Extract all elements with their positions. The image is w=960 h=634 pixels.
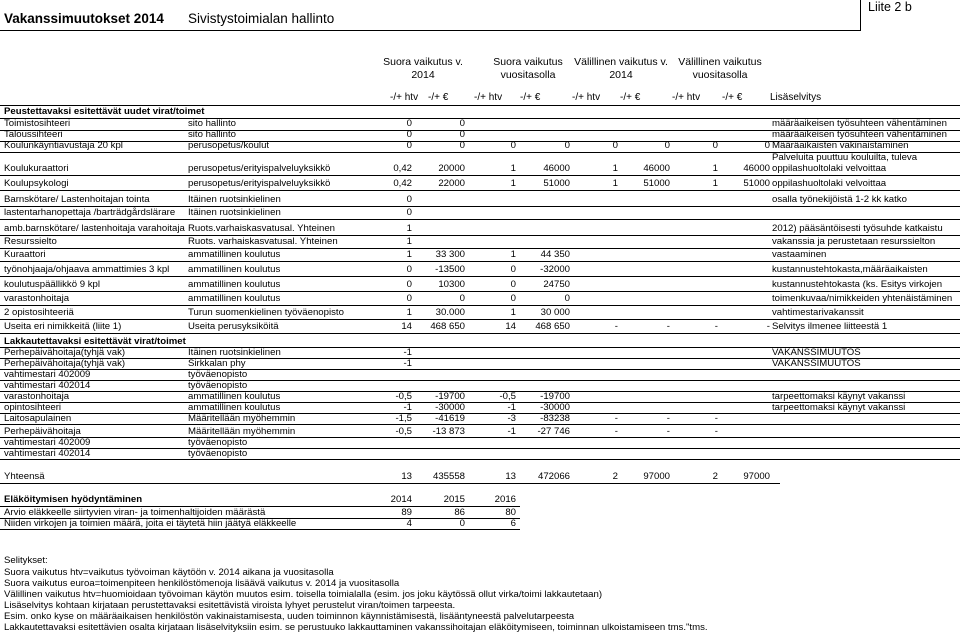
row-unit: sito hallinto bbox=[188, 118, 236, 129]
row-divider bbox=[0, 319, 960, 320]
row-name: vahtimestari 402009 bbox=[4, 369, 91, 380]
row-name: varastonhoitaja bbox=[4, 391, 70, 402]
row-divider bbox=[0, 276, 960, 277]
row-value: - bbox=[614, 413, 618, 424]
row-unit: perusopetus/koulut bbox=[188, 140, 270, 151]
row-divider bbox=[0, 448, 960, 449]
total-value: 13 bbox=[401, 471, 412, 482]
retirement-year: 2014 bbox=[390, 494, 412, 505]
col-header-suora-annual: Suora vaikutus vuositasolla bbox=[493, 56, 563, 81]
row-value: - bbox=[766, 321, 770, 332]
row-name: Koulukuraattori bbox=[4, 163, 69, 174]
row-value: - bbox=[714, 426, 718, 437]
row-unit: ammatillinen koulutus bbox=[188, 391, 281, 402]
row-value: 0 bbox=[564, 293, 570, 304]
row-unit: Määritellään myöhemmin bbox=[188, 426, 296, 437]
row-value: 0 bbox=[406, 264, 412, 275]
row-note: Selvitys ilmenee liitteestä 1 bbox=[772, 321, 888, 332]
appendix-label: Liite 2 b bbox=[868, 0, 912, 14]
row-note: vakanssia ja perustetaan resurssielton bbox=[772, 236, 936, 247]
row-value: 468 650 bbox=[430, 321, 465, 332]
row-value: 14 bbox=[505, 321, 516, 332]
row-name: Koulunkäyntiavustaja 20 kpl bbox=[4, 140, 123, 151]
sub-header-euro: -/+ € bbox=[722, 92, 743, 103]
row-note: toimenkuvaa/nimikkeiden yhtenäistäminen bbox=[772, 293, 953, 304]
sub-header-euro: -/+ € bbox=[620, 92, 641, 103]
sub-header-htv: -/+ htv bbox=[474, 92, 503, 103]
row-note: VAKANSSIMUUTOS bbox=[772, 347, 861, 358]
sub-header-lisaselvitys: Lisäselvitys bbox=[770, 92, 822, 103]
document-title: Vakanssimuutokset 2014 bbox=[4, 11, 164, 26]
row-unit: ammatillinen koulutus bbox=[188, 293, 281, 304]
row-value: -41619 bbox=[435, 413, 465, 424]
retirement-row-label: Niiden virkojen ja toimien määrä, joita ei täytetä hiin jäätyä eläkkeelle bbox=[4, 518, 297, 529]
row-unit: Itäinen ruotsinkielinen bbox=[188, 194, 281, 205]
row-unit: ammatillinen koulutus bbox=[188, 279, 281, 290]
row-note: Palveluita puuttuu kouluilta, tuleva bbox=[772, 152, 918, 163]
row-name: Perhepäivähoitaja bbox=[4, 426, 81, 437]
total-value: 472066 bbox=[537, 471, 570, 482]
document-subtitle: Sivistystoimialan hallinto bbox=[188, 11, 335, 26]
row-unit: ammatillinen koulutus bbox=[188, 402, 281, 413]
row-value: 30 000 bbox=[540, 307, 570, 318]
row-note: oppilashuoltolaki velvoittaa bbox=[772, 163, 887, 174]
total-value: 2 bbox=[712, 471, 718, 482]
row-value: - bbox=[614, 321, 618, 332]
col-header-valillinen-2014: Välillinen vaikutus v. 2014 bbox=[574, 56, 668, 81]
row-name: 2 opistosihteeriä bbox=[4, 307, 74, 318]
retirement-title: Eläköitymisen hyödyntäminen bbox=[4, 494, 143, 505]
sub-header-euro: -/+ € bbox=[520, 92, 541, 103]
note-line: Lakkautettavaksi esitettävien osalta kirjataan lisäselvityksiin esim. se perustuuko lakkauttaminen vakanssihoitajan eläköitymiseen, toiminnan ulkoistamiseen tms."tms. bbox=[4, 622, 708, 633]
note-line: Suora vaikutus euroa=toimenpiteen henkilöstömenoja lisäävä vaikutus v. 2014 ja vuositasolla bbox=[4, 578, 400, 589]
row-value: - bbox=[666, 426, 670, 437]
row-unit: Sirkkalan phy bbox=[188, 358, 246, 369]
retirement-row-value: 4 bbox=[406, 518, 412, 529]
row-unit: työväenopisto bbox=[188, 448, 248, 459]
row-divider bbox=[0, 291, 960, 292]
row-name: työnohjaaja/ohjaava ammattimies 3 kpl bbox=[4, 264, 170, 275]
row-divider bbox=[0, 175, 960, 176]
row-value: -27 746 bbox=[537, 426, 570, 437]
row-divider bbox=[0, 190, 960, 191]
row-unit: Turun suomenkielinen työväenopisto bbox=[188, 307, 344, 318]
row-value: 1 bbox=[510, 307, 516, 318]
row-value: -13500 bbox=[435, 264, 465, 275]
notes-title: Selitykset: bbox=[4, 555, 48, 566]
note-line: Lisäselvitys kohtaan kirjataan perustettavaksi esitettävistä viroista lyhyet perustelut viran/toimen tarpeesta. bbox=[4, 600, 456, 611]
row-value: 1 bbox=[406, 236, 412, 247]
note-line: Suora vaikutus htv=vaikutus työvoiman käytöön v. 2014 aikana ja vuositasolla bbox=[4, 567, 334, 578]
retirement-year: 2015 bbox=[443, 494, 465, 505]
note-line: Välillinen vaikutus htv=huomioidaan työvoiman käytön muutos esim. toisella toimialalla (esim. jos joku käytössä ollut virka/toimi lakkautetaan) bbox=[4, 589, 603, 600]
section-title-abolished-posts: Lakkautettavaksi esitettävät virat/toimet bbox=[4, 336, 186, 347]
col-header-valillinen-annual: Välillinen vaikutus vuositasolla bbox=[678, 56, 762, 81]
row-name: amb.barnskötare/ lastenhoitaja varahoitaja bbox=[4, 223, 185, 234]
row-divider bbox=[0, 380, 960, 381]
row-unit: sito hallinto bbox=[188, 129, 236, 140]
row-name: Barnskötare/ Lastenhoitajan tointa bbox=[4, 194, 150, 205]
retirement-year: 2016 bbox=[494, 494, 516, 505]
row-note: määräaikeisen työsuhteen vähentäminen bbox=[772, 118, 947, 129]
row-name: Perhepäivähoitaja(tyhjä vak) bbox=[4, 347, 126, 358]
row-value: -13 873 bbox=[432, 426, 465, 437]
row-value: 30.000 bbox=[435, 307, 465, 318]
note-line: Esim. onko kyse on määräaikaisen henkilöstön vakinaistamisesta, uuden toiminnon käynnistämisestä, lisääntyneestä palvelutarpeesta bbox=[4, 611, 575, 622]
row-value: 0 bbox=[510, 279, 516, 290]
row-divider bbox=[0, 369, 960, 370]
row-value: 0 bbox=[406, 140, 412, 151]
row-value: -1 bbox=[507, 426, 516, 437]
row-divider bbox=[0, 261, 960, 262]
total-value: 13 bbox=[505, 471, 516, 482]
row-value: 1 bbox=[406, 249, 412, 260]
row-value: 1 bbox=[510, 249, 516, 260]
row-value: -83238 bbox=[540, 413, 570, 424]
row-value: - bbox=[666, 321, 670, 332]
sub-header-htv: -/+ htv bbox=[672, 92, 701, 103]
retirement-row-value: 80 bbox=[505, 507, 516, 518]
total-label: Yhteensä bbox=[4, 471, 45, 482]
row-value: 24750 bbox=[543, 279, 570, 290]
row-divider bbox=[0, 437, 960, 438]
retirement-row-value: 89 bbox=[401, 507, 412, 518]
section-title-new-posts: Peustettavaksi esitettävät uudet virat/toimet bbox=[4, 106, 205, 117]
retirement-divider bbox=[0, 529, 520, 530]
header-divider bbox=[0, 30, 860, 31]
row-unit: Itäinen ruotsinkielinen bbox=[188, 347, 281, 358]
row-value: 1 bbox=[510, 178, 516, 189]
row-divider bbox=[0, 424, 960, 425]
row-name: Koulupsykologi bbox=[4, 178, 69, 189]
row-value: -19700 bbox=[435, 391, 465, 402]
row-value: -3 bbox=[507, 413, 516, 424]
row-name: vahtimestari 402009 bbox=[4, 437, 91, 448]
row-value: - bbox=[614, 426, 618, 437]
row-value: 0 bbox=[406, 129, 412, 140]
total-value: 2 bbox=[612, 471, 618, 482]
row-name: Toimistosihteeri bbox=[4, 118, 71, 129]
row-value: 1 bbox=[406, 307, 412, 318]
row-value: -1,5 bbox=[395, 413, 412, 424]
row-name: Laitosapulainen bbox=[4, 413, 72, 424]
row-value: -1 bbox=[403, 347, 412, 358]
row-value: 0 bbox=[612, 140, 618, 151]
row-value: 0 bbox=[510, 293, 516, 304]
row-name: Kuraattori bbox=[4, 249, 46, 260]
row-value: -30000 bbox=[540, 402, 570, 413]
row-value: 1 bbox=[510, 163, 516, 174]
sub-header-euro: -/+ € bbox=[428, 92, 449, 103]
row-note: osalla työnekijöistä 1-2 kk katko bbox=[772, 194, 907, 205]
row-value: 0 bbox=[459, 129, 465, 140]
row-note: vahtimestarivakanssit bbox=[772, 307, 864, 318]
row-value: -1 bbox=[507, 402, 516, 413]
row-value: 1 bbox=[612, 163, 618, 174]
row-value: -30000 bbox=[435, 402, 465, 413]
row-note: Määräaikaisten vakinaistaminen bbox=[772, 140, 909, 151]
row-value: 10300 bbox=[438, 279, 465, 290]
row-value: 0 bbox=[712, 140, 718, 151]
row-value: 0 bbox=[406, 207, 412, 218]
retirement-row-value: 0 bbox=[459, 518, 465, 529]
row-value: 1 bbox=[712, 163, 718, 174]
row-note: kustannustehtokasta (ks. Esitys virkojen bbox=[772, 279, 943, 290]
row-name: vahtimestari 402014 bbox=[4, 380, 91, 391]
row-value: 0 bbox=[406, 194, 412, 205]
row-value: 0 bbox=[459, 118, 465, 129]
total-value: 97000 bbox=[743, 471, 770, 482]
row-value: 0 bbox=[406, 279, 412, 290]
retirement-row-label: Arvio eläkkeelle siirtyvien viran- ja toimenhaltijoiden määrästä bbox=[4, 507, 266, 518]
row-value: 44 350 bbox=[540, 249, 570, 260]
total-value: 97000 bbox=[643, 471, 670, 482]
row-value: -0,5 bbox=[395, 426, 412, 437]
row-name: lastentarhanopettaja /barträdgårdslärare bbox=[4, 207, 176, 218]
row-note: tarpeettomaksi käynyt vakanssi bbox=[772, 391, 906, 402]
row-value: 46000 bbox=[743, 163, 770, 174]
row-note: vastaaminen bbox=[772, 249, 827, 260]
row-note: tarpeettomaksi käynyt vakanssi bbox=[772, 402, 906, 413]
row-unit: työväenopisto bbox=[188, 369, 248, 380]
row-value: 46000 bbox=[643, 163, 670, 174]
row-note: määräaikeisen työsuhteen vähentäminen bbox=[772, 129, 947, 140]
row-value: 14 bbox=[401, 321, 412, 332]
row-name: opintosihteeri bbox=[4, 402, 62, 413]
row-divider bbox=[0, 459, 960, 460]
row-value: 0 bbox=[564, 140, 570, 151]
sub-header-htv: -/+ htv bbox=[390, 92, 419, 103]
row-unit: ammatillinen koulutus bbox=[188, 264, 281, 275]
row-value: 1 bbox=[612, 178, 618, 189]
row-value: - bbox=[714, 321, 718, 332]
row-name: koulutuspäällikkö 9 kpl bbox=[4, 279, 100, 290]
row-name: Useita eri nimikkeitä (liite 1) bbox=[4, 321, 122, 332]
row-value: 1 bbox=[406, 223, 412, 234]
row-name: Resurssielto bbox=[4, 236, 57, 247]
row-value: 0,42 bbox=[393, 163, 412, 174]
row-name: Perhepäivähoitaja(tyhjä vak) bbox=[4, 358, 126, 369]
row-value: 0 bbox=[764, 140, 770, 151]
row-divider bbox=[0, 219, 960, 220]
row-value: 0 bbox=[510, 140, 516, 151]
row-unit: ammatillinen koulutus bbox=[188, 249, 281, 260]
row-note: 2012) pääsäntöisesti työsuhde katkaistu bbox=[772, 223, 943, 234]
row-note: oppilashuoltolaki velvoittaa bbox=[772, 178, 887, 189]
row-divider bbox=[0, 333, 960, 334]
row-unit: perusopetus/erityispalveluyksikkö bbox=[188, 178, 331, 189]
row-unit: Määritellään myöhemmin bbox=[188, 413, 296, 424]
row-value: 51000 bbox=[543, 178, 570, 189]
total-value: 435558 bbox=[432, 471, 465, 482]
row-value: - bbox=[714, 413, 718, 424]
sub-header-htv: -/+ htv bbox=[572, 92, 601, 103]
row-unit: Ruots.varhaiskasvatusal. Yhteinen bbox=[188, 223, 336, 234]
row-unit: Itäinen ruotsinkielinen bbox=[188, 207, 281, 218]
row-unit: Useita perusyksiköitä bbox=[188, 321, 279, 332]
row-name: Taloussihteeri bbox=[4, 129, 63, 140]
row-unit: työväenopisto bbox=[188, 380, 248, 391]
row-name: vahtimestari 402014 bbox=[4, 448, 91, 459]
row-value: 0 bbox=[459, 140, 465, 151]
total-divider bbox=[0, 483, 780, 484]
row-value: 0 bbox=[510, 264, 516, 275]
row-value: 20000 bbox=[438, 163, 465, 174]
row-note: kustannustehtokasta,määräaikaisten bbox=[772, 264, 928, 275]
row-value: -0,5 bbox=[499, 391, 516, 402]
retirement-row-value: 86 bbox=[454, 507, 465, 518]
retirement-row-value: 6 bbox=[510, 518, 516, 529]
row-value: 0,42 bbox=[393, 178, 412, 189]
row-value: 51000 bbox=[643, 178, 670, 189]
row-value: 33 300 bbox=[435, 249, 465, 260]
row-value: -0,5 bbox=[395, 391, 412, 402]
row-value: -19700 bbox=[540, 391, 570, 402]
row-value: 0 bbox=[459, 293, 465, 304]
row-unit: Ruots. varhaiskasvatusal. Yhteinen bbox=[188, 236, 338, 247]
row-divider bbox=[0, 305, 960, 306]
row-value: 0 bbox=[406, 293, 412, 304]
col-header-suora-2014: Suora vaikutus v. 2014 bbox=[383, 56, 463, 81]
row-unit: perusopetus/erityispalveluyksikkö bbox=[188, 163, 331, 174]
row-value: 0 bbox=[406, 118, 412, 129]
row-value: 1 bbox=[712, 178, 718, 189]
row-value: 468 650 bbox=[535, 321, 570, 332]
row-value: 0 bbox=[664, 140, 670, 151]
header-corner-line bbox=[860, 0, 861, 31]
row-value: -1 bbox=[403, 402, 412, 413]
row-name: varastonhoitaja bbox=[4, 293, 70, 304]
row-value: 46000 bbox=[543, 163, 570, 174]
row-value: - bbox=[666, 413, 670, 424]
row-value: -1 bbox=[403, 358, 412, 369]
row-value: 51000 bbox=[743, 178, 770, 189]
row-value: -32000 bbox=[540, 264, 570, 275]
row-unit: työväenopisto bbox=[188, 437, 248, 448]
row-note: VAKANSSIMUUTOS bbox=[772, 358, 861, 369]
row-value: 22000 bbox=[438, 178, 465, 189]
